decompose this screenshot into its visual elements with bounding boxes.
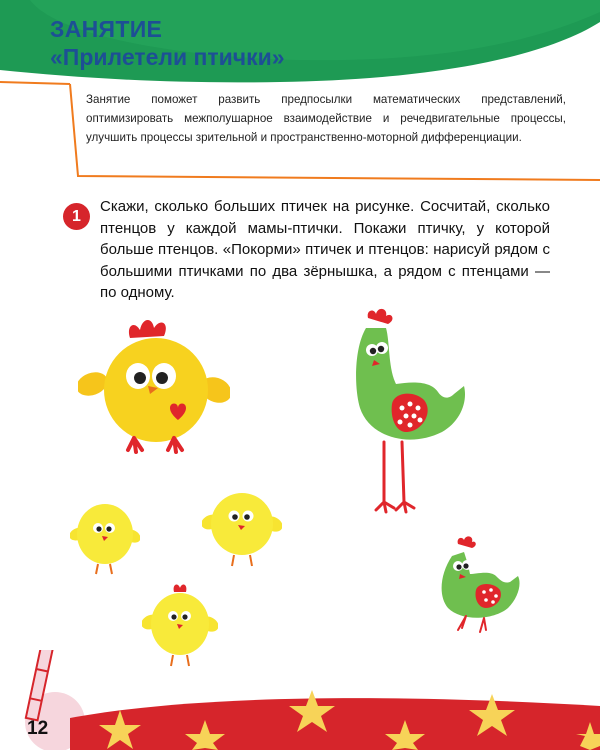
lesson-title: «Прилетели птички» bbox=[50, 44, 285, 70]
lesson-label: ЗАНЯТИЕ bbox=[50, 16, 163, 42]
green-chick-icon bbox=[436, 534, 526, 634]
footer-decoration bbox=[0, 650, 600, 750]
intro-text: Занятие поможет развить предпосылки математических представлений, оптимизировать межполушарное взаимодействие и речедвигательные процессы, улучшить процессы зрительной и пространственно-моторной дифференциации. bbox=[86, 93, 566, 144]
task-text: Скажи, сколько больших птичек на рисунке. Сосчитай, сколько птенцов у каждой мамы-птички. Покажи птичку, у которой больше птенцов. «Покорми» птичек и птенцов: нарисуй рядом с большими птичками по два зёрнышка, а рядом с птенцами — по одному. bbox=[100, 198, 550, 301]
yellow-hen-icon bbox=[78, 316, 230, 458]
task-number-badge: 1 bbox=[63, 203, 90, 230]
intro-frame-top bbox=[0, 82, 70, 84]
yellow-chick-icon bbox=[70, 500, 140, 580]
footer-red-band bbox=[70, 698, 600, 750]
page-number: 12 bbox=[27, 718, 49, 739]
green-hen-icon bbox=[350, 308, 472, 514]
yellow-chick-icon bbox=[202, 488, 282, 570]
